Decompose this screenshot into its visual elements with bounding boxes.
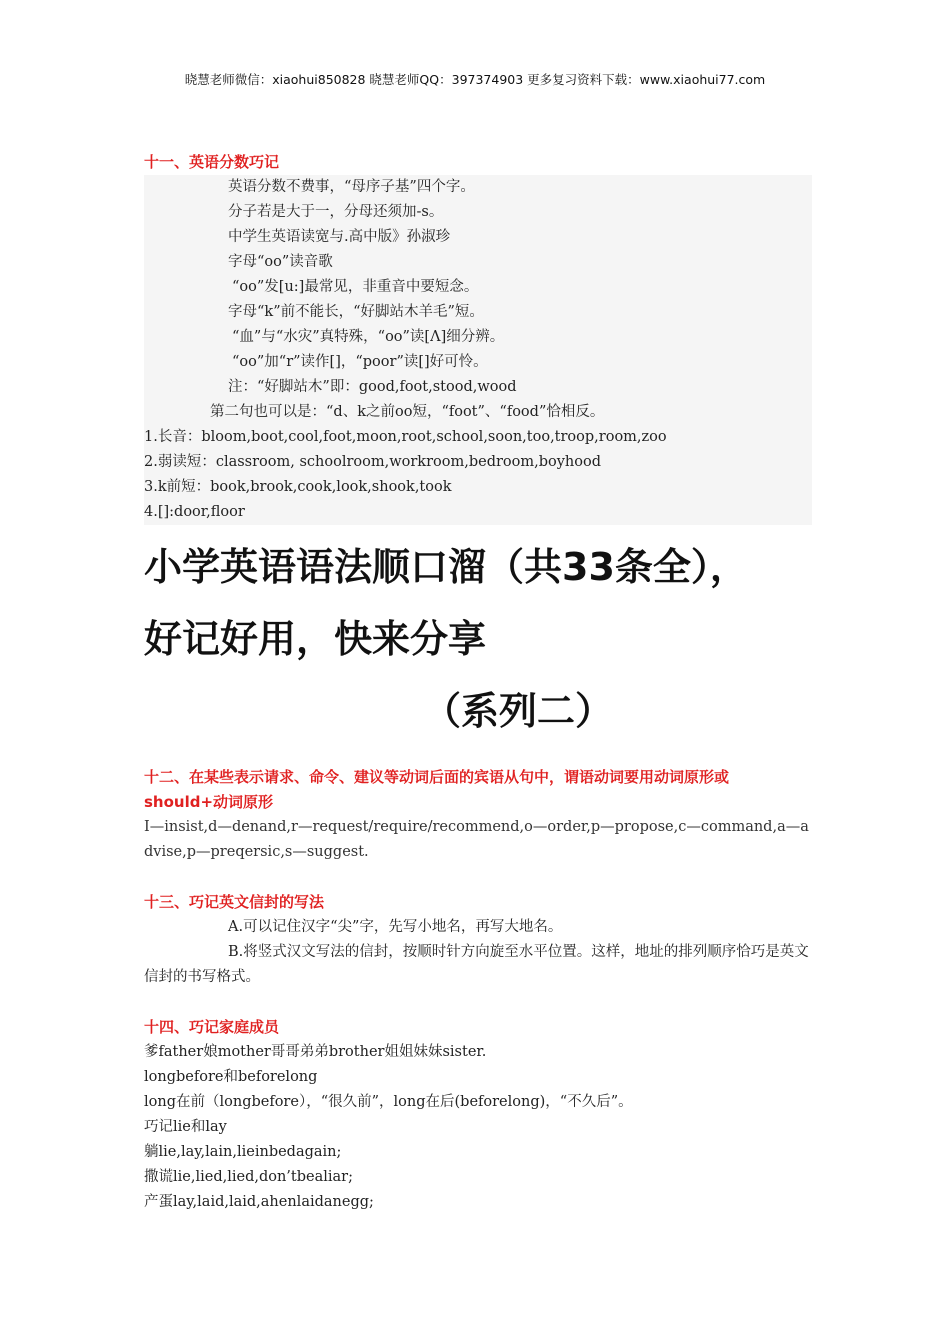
section-11-heading: 十一、英语分数巧记	[144, 153, 280, 171]
page-header: 晓慧老师微信：xiaohui850828 晓慧老师QQ：397374903 更多复习资料下载：www.xiaohui77.com	[184, 72, 766, 87]
section-13-heading: 十三、巧记英文信封的写法	[144, 893, 325, 911]
section-11-second-line: 第二句也可以是：“d、k之前oo短，“foot”、“food”恰相反。	[144, 400, 812, 425]
section-14-line-6: 撒谎lie,lied,lied,don’tbealiar;	[144, 1169, 353, 1185]
section-11-list-item-2: 2.弱读短：classroom, schoolroom,workroom,bedroom,boyhood	[144, 450, 812, 475]
section-12-heading: 十二、在某些表示请求、命令、建议等动词后面的宾语从句中，谓语动词要用动词原形或should+动词原形	[144, 768, 730, 811]
section-11-line-2: 分子若是大于一，分母还须加-s。	[144, 200, 812, 225]
section-14-line-4: 巧记lie和lay	[144, 1119, 227, 1135]
document-body	[144, 150, 812, 1215]
section-11-line-1: 英语分数不费事，“母序子基”四个字。	[144, 175, 812, 200]
section-11-line-8: “oo”加“r”读作[]，“poor”读[]好可怜。	[144, 350, 812, 375]
section-14-line-1: 爹father娘mother哥哥弟弟brother姐姐妹妹sister.	[144, 1044, 487, 1060]
section-13-line-a: A.可以记住汉字“尖”字，先写小地名，再写大地名。	[228, 919, 563, 935]
spacer	[144, 747, 812, 765]
section-14-line-3: long在前（longbefore），“很久前”，long在后(beforelong)，“不久后”。	[144, 1094, 633, 1110]
section-11-line-6: 字母“k”前不能长，“好脚站木羊毛”短。	[144, 300, 812, 325]
section-11-line-7: “血”与“水灾”真特殊，“oo”读[Λ]细分辨。	[144, 325, 812, 350]
section-11-list-item-1: 1.长音：bloom,boot,cool,foot,moon,root,school,soon,too,troop,room,zoo	[144, 425, 812, 450]
section-13-line-b: B.将竖式汉文写法的信封，按顺时针方向旋至水平位置。这样，地址的排列顺序恰巧是英文信封的书写格式。	[144, 944, 809, 985]
section-11-line-9: 注：“好脚站木”即：good,foot,stood,wood	[144, 375, 812, 400]
section-14-line-2: longbefore和beforelong	[144, 1069, 318, 1085]
section-11-line-5: “oo”发[u:]最常见，非重音中要短念。	[144, 275, 812, 300]
section-14-line-7: 产蛋lay,laid,laid,ahenlaidanegg;	[144, 1194, 374, 1210]
section-14-line-5: 躺lie,lay,lain,lieinbedagain;	[144, 1144, 342, 1160]
document-title-line-2: 好记好用，快来分享	[144, 617, 487, 661]
section-14-heading: 十四、巧记家庭成员	[144, 1018, 280, 1036]
section-11-line-3: 中学生英语读宽与.高中版》孙淑珍	[144, 225, 812, 250]
spacer	[144, 990, 812, 1015]
spacer	[144, 865, 812, 890]
document-title-line-3: （系列二）	[422, 689, 613, 733]
section-12-body: I—insist,d—denand,r—request/require/recommend,o—order,p—propose,c—command,a—advise,p—preqersic,s—suggest.	[144, 819, 809, 860]
section-11-list-item-4: 4.[]:door,floor	[144, 500, 812, 525]
section-11-list-item-3: 3.k前短：book,brook,cook,look,shook,took	[144, 475, 812, 500]
document-title-line-1: 小学英语语法顺口溜（共33条全），	[144, 545, 748, 589]
section-11-line-4: 字母“oo”读音歌	[144, 250, 812, 275]
